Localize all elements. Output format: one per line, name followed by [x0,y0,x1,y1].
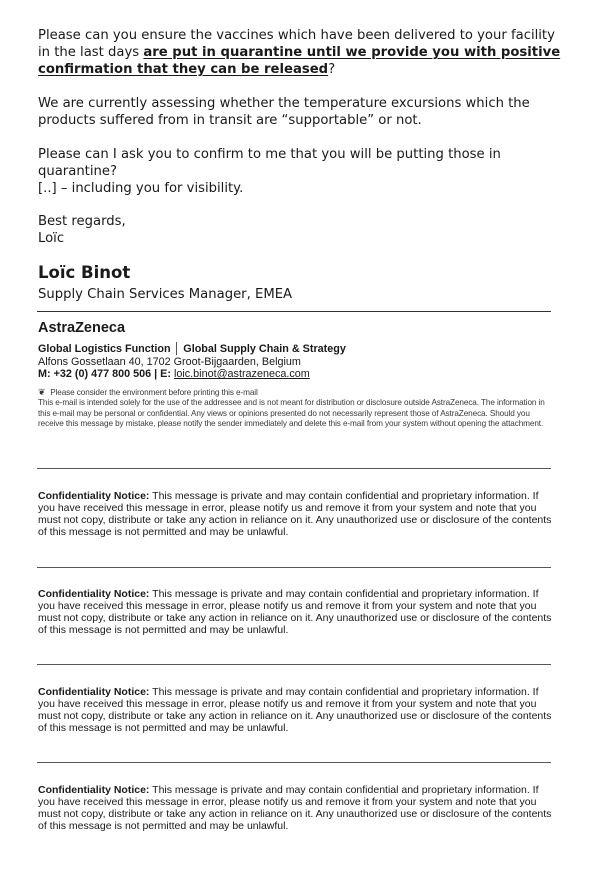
function-line: Global Logistics Function │ Global Supply Chain & Strategy [38,343,346,355]
notice-label: Confidentiality Notice: [38,686,150,698]
notice-text: This message is private and may contain confidential and proprietary information. If you have received this message in error, please notify us and remove it from your system and note that you must not copy, distribute or take any action in reliance on it. Any unauthorized use or disclosure of the contents of this message is not permitted and may be unlawful. [38,490,552,538]
closing: Best regards, [38,214,126,229]
leaf-icon: ❦ [38,387,46,397]
company-name: AstraZeneca [38,320,126,336]
para1-start: Please can you ensure the vaccines which have been delivered to your facility in the last days [38,28,555,60]
confidentiality-notice [38,686,558,734]
email-link[interactable]: loic.binot@astrazeneca.com [173,368,310,380]
divider-2 [37,567,551,568]
paragraph-quarantine-request [38,27,568,78]
contact-prefix: M: +32 (0) 477 800 506 | E: [38,368,171,380]
notice-text: This message is private and may contain confidential and proprietary information. If you have received this message in error, please notify us and remove it from your system and note that you must not copy, distribute or take any action in reliance on it. Any unauthorized use or disclosure of the contents of this message is not permitted and may be unlawful. [38,784,552,832]
contact-line [38,368,310,380]
signature-name: Loïc Binot [38,263,131,282]
environment-text: This e-mail is intended solely for the use of the addressee and is not meant for distribution or disclosure outside AstraZeneca. The information in this e-mail may be personal or confidential. Any views or opinions presented do not necessarily represent those of AstraZeneca. Should you receive this message by mistake, please notify the sender immediately and delete this e-mail from your system without opening the attachment. [38,398,545,429]
confidentiality-notice [38,588,558,636]
sender-first-name: Loïc [38,231,65,246]
para1-underlined: are put in quarantine until we provide you with positive confirmation that they can be released [38,45,561,77]
address-line: Alfons Gossetlaan 40, 1702 Groot-Bijgaarden, Belgium [38,356,301,368]
notice-label: Confidentiality Notice: [38,784,150,796]
environment-disclaimer [38,387,548,430]
confidentiality-notice [38,490,558,538]
notice-text: This message is private and may contain confidential and proprietary information. If you have received this message in error, please notify us and remove it from your system and note that you must not copy, distribute or take any action in reliance on it. Any unauthorized use or disclosure of the contents of this message is not permitted and may be unlawful. [38,686,552,734]
confidentiality-notice [38,784,558,832]
divider-4 [37,762,551,763]
paragraph-assessment: We are currently assessing whether the temperature excursions which the products suffered from in transit are “supportable” or not. [38,96,530,128]
environment-title: Please consider the environment before printing this e-mail [50,388,258,397]
para1-end: ? [328,62,336,77]
notice-text: This message is private and may contain confidential and proprietary information. If you have received this message in error, please notify us and remove it from your system and note that you must not copy, distribute or take any action in reliance on it. Any unauthorized use or disclosure of the contents of this message is not permitted and may be unlawful. [38,588,552,636]
signature-title: Supply Chain Services Manager, EMEA [38,287,293,302]
signature-divider [37,311,551,312]
notice-label: Confidentiality Notice: [38,490,150,502]
paragraph-confirm: Please can I ask you to confirm to me that you will be putting those in quarantine? [38,147,501,179]
paragraph-cc: [..] – including you for visibility. [38,181,244,196]
divider-3 [37,664,551,665]
divider-1 [37,468,551,469]
notice-label: Confidentiality Notice: [38,588,150,600]
